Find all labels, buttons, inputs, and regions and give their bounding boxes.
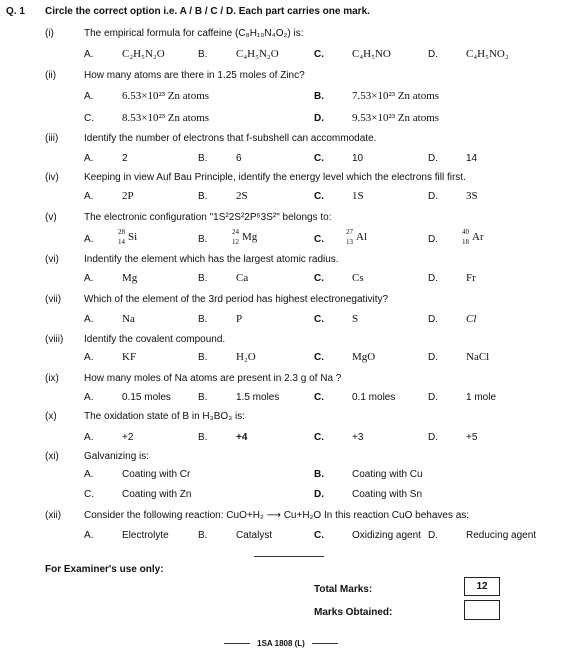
atomic-number: 12 — [232, 238, 239, 246]
option-letter: B. — [198, 530, 208, 541]
option-letter: A. — [84, 392, 94, 403]
option-text: Cs — [352, 272, 364, 284]
element-symbol: Ar — [472, 231, 484, 243]
option-letter: A. — [84, 352, 94, 363]
option-text: Coating with Cr — [122, 469, 191, 480]
option-text: Coating with Cu — [352, 469, 423, 480]
option-text: NaCl — [466, 351, 490, 363]
option-text: Coating with Sn — [352, 489, 423, 500]
mass-number: 28 — [118, 228, 125, 236]
option-letter: D. — [428, 273, 438, 284]
marks-obtained-label: Marks Obtained: — [314, 607, 393, 618]
option-letter: B. — [198, 234, 208, 245]
option-text: 0.1 moles — [352, 392, 396, 403]
atomic-number: 14 — [118, 238, 125, 246]
option-letter: C. — [314, 352, 324, 363]
atomic-number: 18 — [462, 238, 469, 246]
option-letter: A. — [84, 191, 94, 202]
option-text: 1.5 moles — [236, 392, 280, 403]
option-text: 6 — [236, 153, 242, 164]
page-footer — [0, 635, 562, 653]
option-letter: B. — [198, 153, 208, 164]
option-letter: C. — [314, 153, 324, 164]
total-marks-box — [464, 577, 500, 596]
option-letter: B. — [198, 432, 208, 443]
option-text: +5 — [466, 432, 478, 443]
option-letter: D. — [428, 49, 438, 60]
option-letter: C. — [84, 113, 94, 124]
option-text: +4 — [236, 432, 248, 443]
option-text: C₄H₅NO — [352, 48, 391, 60]
option-text: KF — [122, 351, 137, 363]
marks-obtained-box[interactable] — [464, 600, 500, 620]
option-text: +2 — [122, 432, 134, 443]
total-marks-value: 12 — [476, 581, 488, 592]
separator-line — [254, 556, 324, 557]
option-text: Fr — [466, 272, 476, 284]
option-letter: D. — [428, 314, 438, 325]
question-text: Indentify the element which has the largest atomic radius. — [84, 254, 339, 265]
option-letter: A. — [84, 530, 94, 541]
option-text: MgO — [352, 351, 376, 363]
option-letter: B. — [198, 191, 208, 202]
option-text: 2 — [122, 153, 128, 164]
option-letter: C. — [314, 49, 324, 60]
element-symbol: Mg — [242, 231, 258, 243]
option-letter: C. — [314, 273, 324, 284]
option-letter: A. — [84, 469, 94, 480]
instruction: Circle the correct option i.e. A / B / C / D. Each part carries one mark. — [45, 6, 370, 17]
option-letter: C. — [314, 392, 324, 403]
question-num: (v) — [45, 212, 57, 223]
option-letter: D. — [428, 530, 438, 541]
question-text: Identify the covalent compound. — [84, 334, 226, 345]
option-letter: B. — [198, 314, 208, 325]
question-num: (vi) — [45, 254, 59, 265]
option-letter: C. — [84, 489, 94, 500]
question-num: (viii) — [45, 334, 64, 345]
atomic-number: 13 — [346, 238, 353, 246]
question-text: Keeping in view Auf Bau Principle, identify the energy level which the electrons fill first. — [84, 172, 466, 183]
option-letter: A. — [84, 234, 94, 245]
option-text: 7.53×10²³ Zn atoms — [352, 90, 440, 102]
option-letter: B. — [198, 49, 208, 60]
nuclide-ar — [462, 228, 492, 248]
option-letter: C. — [314, 234, 324, 245]
option-letter: B. — [314, 91, 324, 102]
option-letter: D. — [428, 153, 438, 164]
option-text: 2S — [236, 190, 248, 202]
question-text: The electronic configuration "1S²2S²2P⁶3S²" belongs to: — [84, 212, 332, 223]
question-num: (iv) — [45, 172, 59, 183]
question-num: (xi) — [45, 451, 59, 462]
question-text: Consider the following reaction: CuO+H₂ ⟶ Cu+H₂O In this reaction CuO behaves as: — [84, 510, 470, 521]
option-letter: A. — [84, 273, 94, 284]
total-marks-label: Total Marks: — [314, 584, 373, 595]
question-num: (i) — [45, 28, 54, 39]
question-num: (ii) — [45, 70, 57, 81]
option-letter: A. — [84, 314, 94, 325]
option-letter: A. — [84, 153, 94, 164]
option-text: Cl — [466, 313, 477, 325]
question-text: Which of the element of the 3rd period has highest electronegativity? — [84, 294, 389, 305]
question-num: (vii) — [45, 294, 62, 305]
option-letter: B. — [198, 392, 208, 403]
option-text: Catalyst — [236, 530, 273, 541]
option-text: 1 mole — [466, 392, 497, 403]
option-text: 10 — [352, 153, 364, 164]
option-letter: C. — [314, 530, 324, 541]
mass-number: 24 — [232, 228, 239, 236]
question-num: (iii) — [45, 133, 59, 144]
option-letter: D. — [314, 489, 324, 500]
mass-number: 27 — [346, 228, 353, 236]
question-num: (xii) — [45, 510, 62, 521]
option-text: S — [352, 313, 359, 325]
option-letter: B. — [314, 469, 324, 480]
option-letter: C. — [314, 191, 324, 202]
option-text: 2P — [122, 190, 134, 202]
nuclide-mg — [232, 228, 266, 248]
option-letter: D. — [314, 113, 324, 124]
option-text: Electrolyte — [122, 530, 169, 541]
option-text: C₂H₅N₂O — [122, 48, 165, 60]
option-letter: A. — [84, 49, 94, 60]
option-text: Reducing agent — [466, 530, 537, 541]
option-letter: D. — [428, 234, 438, 245]
option-letter: B. — [198, 352, 208, 363]
option-text: 3S — [466, 190, 478, 202]
option-text: Mg — [122, 272, 138, 284]
question-text: How many atoms are there in 1.25 moles of Zinc? — [84, 70, 305, 81]
question-num: (ix) — [45, 373, 59, 384]
option-letter: D. — [428, 352, 438, 363]
option-text: Ca — [236, 272, 249, 284]
option-text: 1S — [352, 190, 364, 202]
question-text: Identify the number of electrons that f-subshell can accommodate. — [84, 133, 377, 144]
option-letter: D. — [428, 392, 438, 403]
option-text: 9.53×10²³ Zn atoms — [352, 112, 440, 124]
option-text: H₂O — [236, 351, 256, 363]
question-num: (x) — [45, 411, 57, 422]
mass-number: 40 — [462, 228, 469, 236]
option-text: 14 — [466, 153, 478, 164]
question-text: Galvanizing is: — [84, 451, 150, 462]
question-text: How many moles of Na atoms are present in 2.3 g of Na ? — [84, 373, 342, 384]
option-text: 0.15 moles — [122, 392, 171, 403]
option-letter: B. — [198, 273, 208, 284]
option-text: +3 — [352, 432, 364, 443]
option-letter: A. — [84, 432, 94, 443]
option-letter: A. — [84, 91, 94, 102]
question-text: The empirical formula for caffeine (C₈H₁₀N₄O₂) is: — [84, 28, 304, 39]
option-text: Na — [122, 313, 135, 325]
option-text: Coating with Zn — [122, 489, 192, 500]
examiner-label: For Examiner's use only: — [45, 564, 164, 575]
option-text: P — [236, 313, 243, 325]
option-text: C₄H₅N₂O — [236, 48, 279, 60]
nuclide-si — [118, 228, 148, 248]
option-text: 8.53×10²³ Zn atoms — [122, 112, 210, 124]
option-text: C₄H₅NO₂ — [466, 48, 509, 60]
paper-code: 1SA 1808 (L) — [257, 639, 305, 649]
option-text: 6.53×10²³ Zn atoms — [122, 90, 210, 102]
question-text: The oxidation state of B in H₃BO₃ is: — [84, 411, 245, 422]
option-letter: C. — [314, 314, 324, 325]
question-number: Q. 1 — [6, 6, 25, 17]
nuclide-al — [346, 228, 376, 248]
option-letter: D. — [428, 191, 438, 202]
element-symbol: Si — [128, 231, 138, 243]
option-letter: D. — [428, 432, 438, 443]
option-letter: C. — [314, 432, 324, 443]
option-text: Oxidizing agent — [352, 530, 421, 541]
element-symbol: Al — [356, 231, 367, 243]
